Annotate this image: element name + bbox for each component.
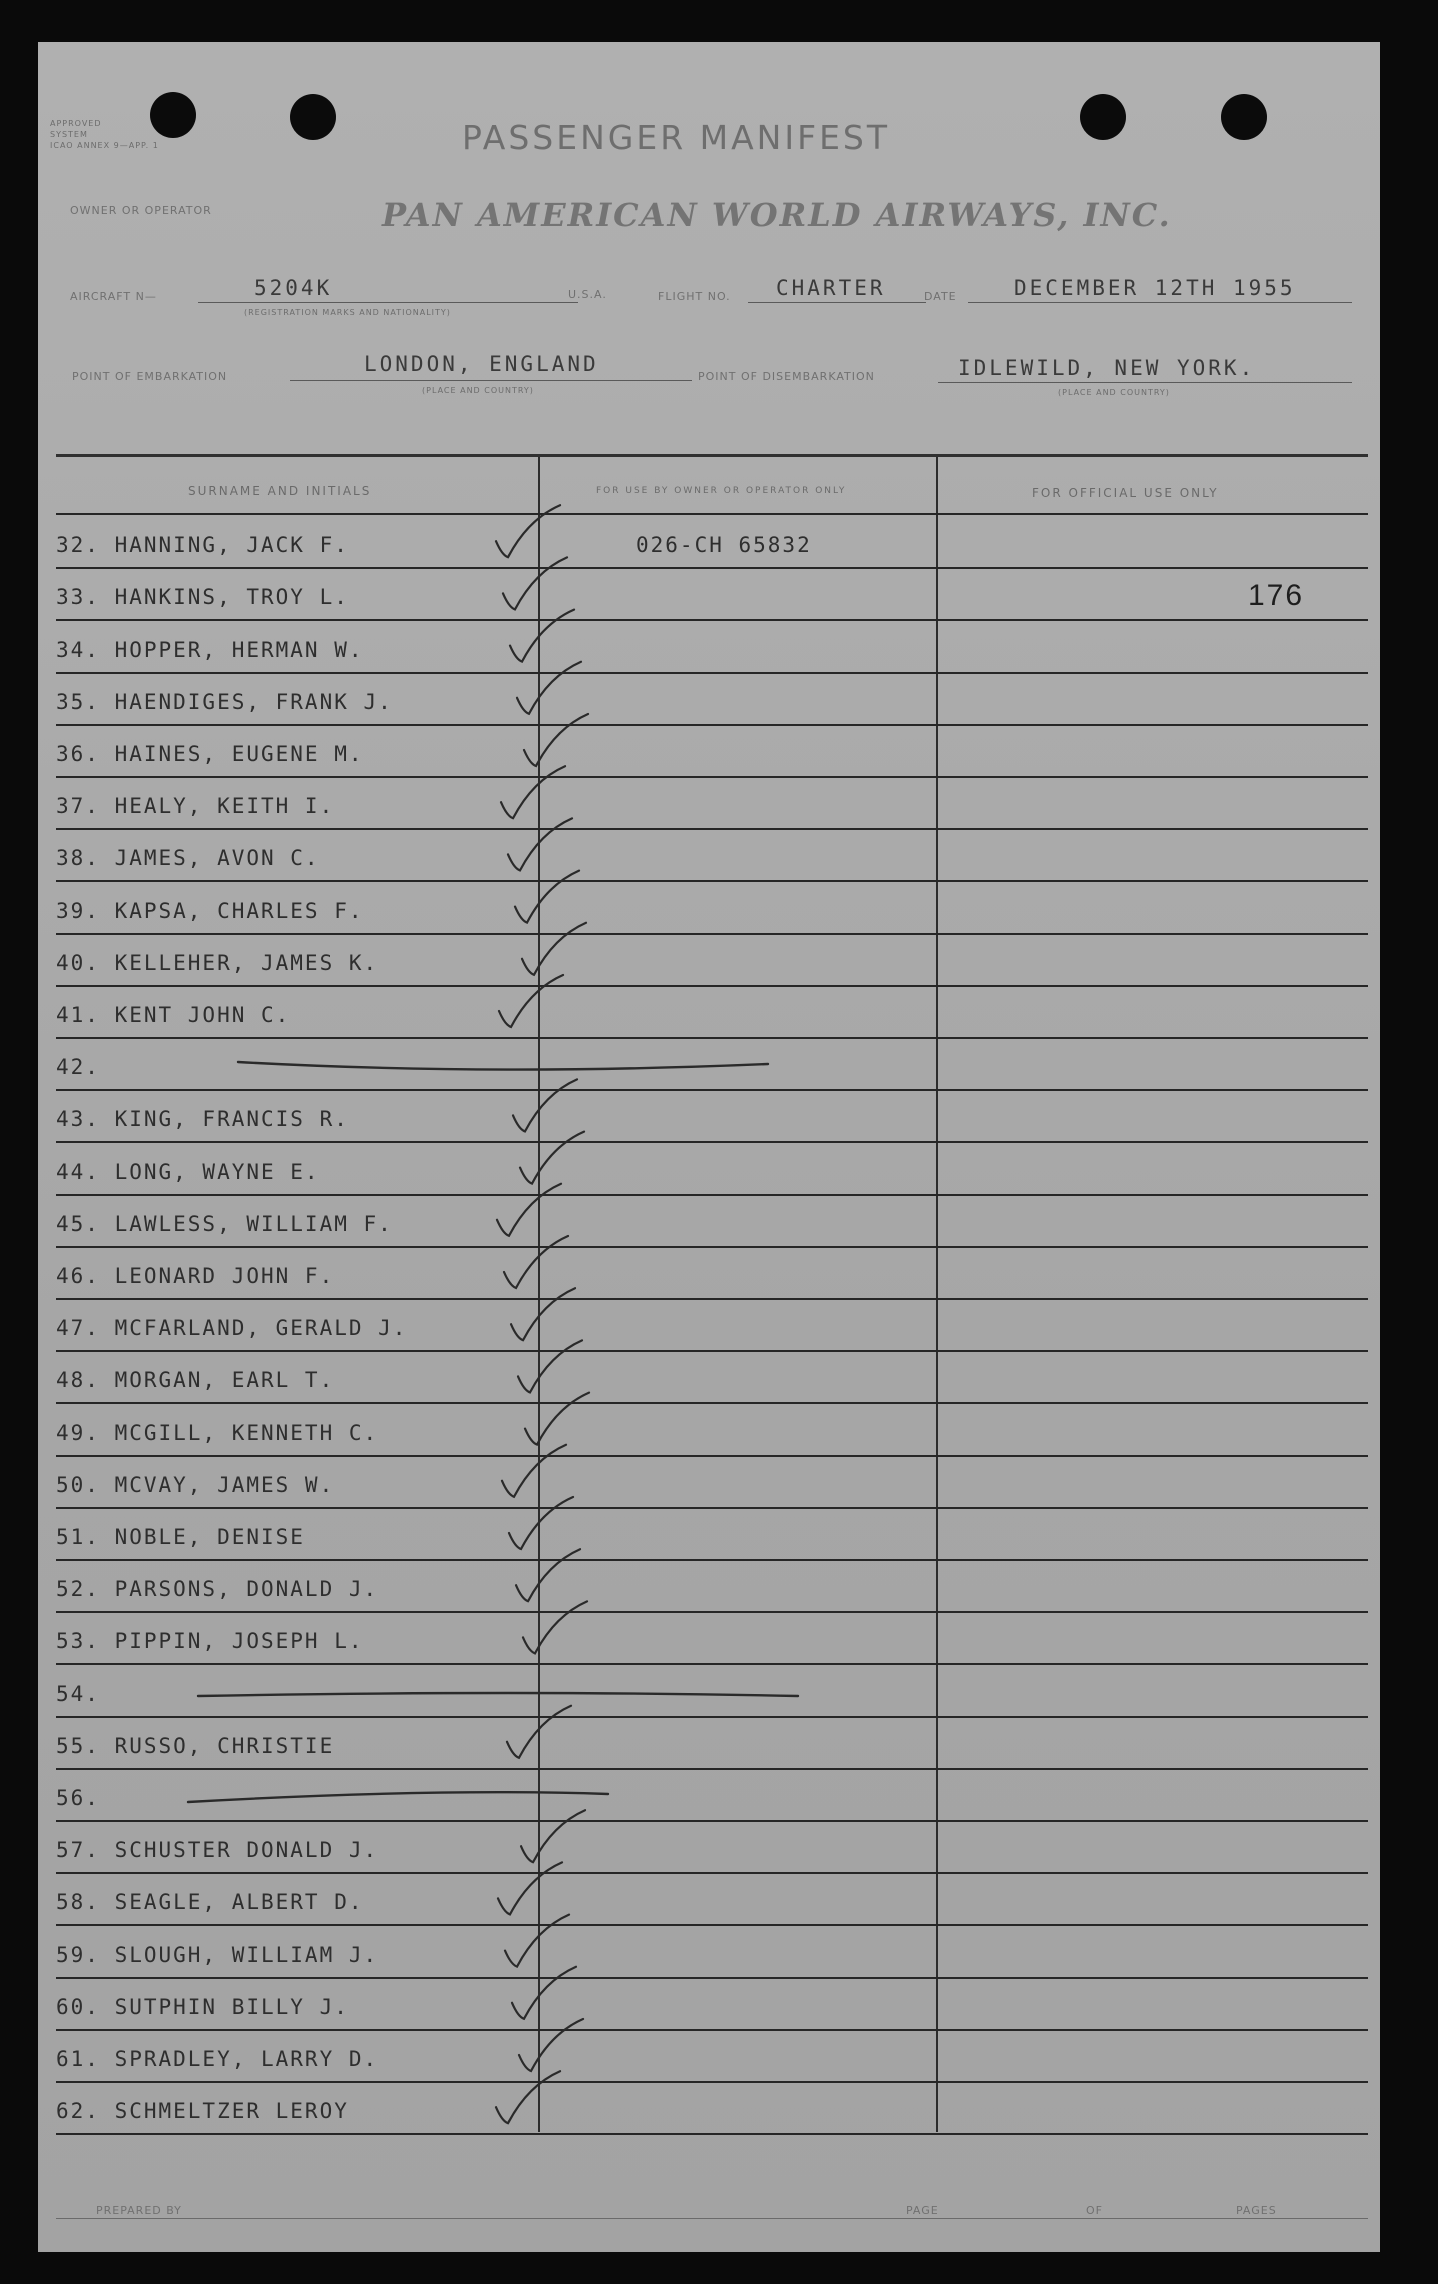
check-mark [499, 975, 563, 1027]
passenger-name: 44. LONG, WAYNE E. [56, 1159, 320, 1184]
passenger-name: 54. [56, 1681, 100, 1706]
check-mark [501, 766, 565, 818]
check-mark [521, 1810, 585, 1862]
disembarkation-label: POINT OF DISEMBARKATION [698, 370, 875, 383]
check-mark [515, 871, 579, 923]
passenger-name: 60. SUTPHIN BILLY J. [56, 1994, 349, 2019]
passenger-name: 52. PARSONS, DONALD J. [56, 1577, 379, 1602]
check-mark [510, 610, 574, 662]
passenger-name: 56. [56, 1786, 100, 1810]
passenger-name: 47. MCFARLAND, GERALD J. [56, 1316, 408, 1341]
check-mark [498, 1862, 562, 1914]
passenger-name: 62. SCHMELTZER LEROY [56, 2099, 349, 2124]
check-mark [503, 557, 567, 609]
passenger-name: 59. SLOUGH, WILLIAM J. [56, 1942, 379, 1967]
passenger-name: 51. NOBLE, DENISE [56, 1525, 305, 1549]
place-caption: (PLACE AND COUNTRY) [422, 386, 534, 395]
page-label: PAGE [906, 2204, 939, 2217]
passenger-name: 55. RUSSO, CHRISTIE [56, 1733, 335, 1758]
stamp-line: ICAO ANNEX 9—APP. 1 [50, 141, 159, 150]
check-mark [507, 1706, 571, 1758]
check-mark [525, 1393, 589, 1445]
passenger-name: 40. KELLEHER, JAMES K. [56, 950, 379, 975]
pages-label: PAGES [1236, 2204, 1277, 2217]
registration-caption: (REGISTRATION MARKS AND NATIONALITY) [244, 308, 451, 317]
check-mark [508, 818, 572, 870]
check-mark [496, 2071, 560, 2123]
check-mark [504, 1236, 568, 1288]
check-mark [519, 2019, 583, 2071]
stamp-line: APPROVED [50, 119, 102, 128]
date-label: DATE [924, 290, 957, 303]
document-title: PASSENGER MANIFEST [462, 118, 891, 157]
passenger-name: 45. LAWLESS, WILLIAM F. [56, 1211, 393, 1236]
check-mark [505, 1915, 569, 1967]
passenger-name: 33. HANKINS, TROY L. [56, 585, 349, 610]
passenger-name: 61. SPRADLEY, LARRY D. [56, 2047, 379, 2071]
passenger-name: 49. MCGILL, KENNETH C. [56, 1420, 379, 1445]
passenger-name: 36. HAINES, EUGENE M. [56, 742, 364, 766]
strike-line [238, 1062, 768, 1070]
passenger-name: 48. MORGAN, EARL T. [56, 1368, 335, 1393]
place-caption: (PLACE AND COUNTRY) [1058, 388, 1170, 397]
passenger-name: 41. KENT JOHN C. [56, 1003, 291, 1027]
check-mark [523, 1601, 587, 1653]
check-mark [516, 1549, 580, 1601]
check-mark [509, 1497, 573, 1549]
flight-date: DECEMBER 12TH 1955 [1014, 276, 1296, 300]
strike-line [188, 1792, 608, 1802]
column-header-operator-use: FOR USE BY OWNER OR OPERATOR ONLY [596, 486, 847, 496]
owner-label: OWNER OR OPERATOR [70, 204, 212, 217]
passenger-name: 35. HAENDIGES, FRANK J. [56, 689, 393, 714]
embarkation-label: POINT OF EMBARKATION [72, 370, 228, 383]
check-mark [497, 1184, 561, 1236]
of-label: OF [1086, 2204, 1103, 2217]
passenger-name: 34. HOPPER, HERMAN W. [56, 637, 364, 662]
strike-line [198, 1693, 798, 1696]
footer-line [56, 2218, 1368, 2219]
check-mark [517, 662, 581, 714]
check-mark [520, 1132, 584, 1184]
check-mark [496, 505, 560, 557]
passenger-name: 38. JAMES, AVON C. [56, 846, 320, 871]
usa-label: U.S.A. [568, 288, 607, 301]
aircraft-number: 5204K [254, 276, 333, 300]
passenger-name: 50. MCVAY, JAMES W. [56, 1472, 335, 1497]
disembarkation-point: IDLEWILD, NEW YORK. [958, 356, 1256, 380]
passenger-name: 32. HANNING, JACK F. [56, 533, 349, 558]
check-mark [524, 714, 588, 766]
operator-name: PAN AMERICAN WORLD AIRWAYS, INC. [382, 196, 1172, 234]
check-mark [513, 1079, 577, 1131]
check-mark [511, 1288, 575, 1340]
check-mark [522, 923, 586, 975]
column-header-surname: SURNAME AND INITIALS [188, 484, 372, 498]
passenger-name: 42. [56, 1055, 100, 1080]
passenger-name: 57. SCHUSTER DONALD J. [56, 1838, 379, 1863]
check-mark [512, 1967, 576, 2019]
flight-number: CHARTER [776, 276, 886, 300]
passenger-name: 46. LEONARD JOHN F. [56, 1264, 335, 1288]
passenger-name: 58. SEAGLE, ALBERT D. [56, 1890, 364, 1915]
check-mark [502, 1445, 566, 1497]
stamp-line: SYSTEM [50, 130, 88, 139]
prepared-by-label: PREPARED BY [96, 2204, 182, 2217]
passenger-name: 37. HEALY, KEITH I. [56, 794, 335, 819]
manifest-sheet [38, 42, 1380, 2252]
handwritten-marks [38, 42, 1380, 2252]
official-use-entry: 176 [1248, 579, 1305, 613]
operator-use-entry: 026-CH 65832 [636, 533, 812, 558]
passenger-name: 39. KAPSA, CHARLES F. [56, 898, 364, 923]
check-mark [518, 1340, 582, 1392]
passenger-name: 53. PIPPIN, JOSEPH L. [56, 1629, 364, 1654]
column-header-official-use: FOR OFFICIAL USE ONLY [1032, 486, 1219, 500]
embarkation-point: LONDON, ENGLAND [364, 352, 599, 376]
flight-label: FLIGHT NO. [658, 290, 731, 303]
aircraft-label: AIRCRAFT N— [70, 290, 157, 303]
passenger-name: 43. KING, FRANCIS R. [56, 1107, 349, 1132]
